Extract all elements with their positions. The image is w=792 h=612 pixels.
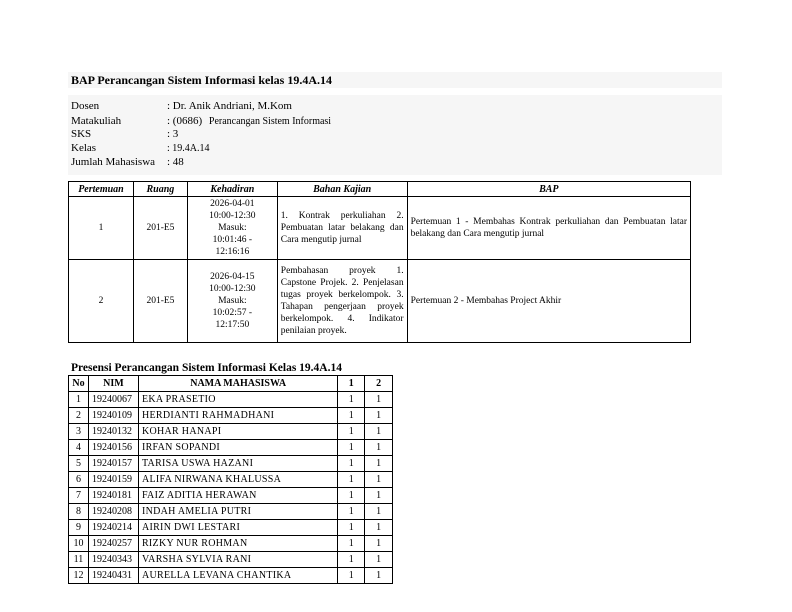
sks-value: : 3: [167, 128, 179, 140]
presensi-row: [69, 440, 393, 456]
bap-header-kehadiran: Kehadiran: [187, 182, 277, 197]
presensi-p1: 1: [338, 408, 365, 424]
presensi-nama: AIRIN DWI LESTARI: [138, 520, 337, 536]
presensi-nim: 19240067: [88, 392, 138, 408]
jumlah-value: : 48: [167, 156, 184, 168]
document-title: BAP Perancangan Sistem Informasi kelas 19.4A.14: [71, 73, 332, 87]
presensi-row: [69, 536, 393, 552]
presensi-nama: AURELLA LEVANA CHANTIKA: [138, 568, 337, 584]
presensi-row: [69, 472, 393, 488]
presensi-p2: 1: [365, 440, 393, 456]
presensi-no: 4: [69, 440, 89, 456]
matakuliah-value: [167, 114, 331, 129]
presensi-p2: 1: [365, 504, 393, 520]
presensi-nim: 19240156: [88, 440, 138, 456]
matakuliah-label: Matakuliah: [71, 115, 122, 127]
presensi-row: [69, 504, 393, 520]
dosen-label: Dosen: [71, 100, 100, 112]
presensi-row: [69, 488, 393, 504]
bap-header-bap: BAP: [407, 182, 690, 197]
presensi-p1: 1: [338, 536, 365, 552]
presensi-p2: 1: [365, 472, 393, 488]
presensi-p1: 1: [338, 520, 365, 536]
presensi-no: 12: [69, 568, 89, 584]
presensi-nim: 19240157: [88, 456, 138, 472]
bap-bahan-kajian: Pembahasan proyek 1. Capstone Projek. 2. Penjelasan tugas proyek berkelompok. 3. Tahapan pengerjaan proyek berkelompok. 4. Indikator penilaian proyek.: [277, 260, 407, 343]
presensi-nama: IRFAN SOPANDI: [138, 440, 337, 456]
bap-bap-text: Pertemuan 1 - Membahas Kontrak perkuliahan dan Pembuatan latar belakang dan Cara mengutip jurnal: [407, 197, 690, 260]
kehadiran-masuk-end: 12:16:16: [215, 247, 250, 257]
presensi-no: 9: [69, 520, 89, 536]
presensi-p1: 1: [338, 552, 365, 568]
bap-ruang: 201-E5: [133, 197, 187, 260]
presensi-header-nama: NAMA MAHASISWA: [138, 376, 337, 392]
presensi-nim: 19240257: [88, 536, 138, 552]
bap-pertemuan: 2: [69, 260, 134, 343]
bap-pertemuan: 1: [69, 197, 134, 260]
sks-label: SKS: [71, 128, 92, 140]
presensi-row: [69, 408, 393, 424]
presensi-nama: KOHAR HANAPI: [138, 424, 337, 440]
presensi-table: [68, 375, 393, 584]
presensi-nim: 19240208: [88, 504, 138, 520]
presensi-no: 1: [69, 392, 89, 408]
presensi-p2: 1: [365, 456, 393, 472]
presensi-p1: 1: [338, 472, 365, 488]
presensi-row: [69, 552, 393, 568]
presensi-row: [69, 456, 393, 472]
presensi-p1: 1: [338, 392, 365, 408]
bap-table: [68, 181, 691, 343]
presensi-nim: 19240159: [88, 472, 138, 488]
presensi-p2: 1: [365, 536, 393, 552]
presensi-p2: 1: [365, 552, 393, 568]
presensi-p2: 1: [365, 408, 393, 424]
presensi-p2: 1: [365, 520, 393, 536]
presensi-no: 11: [69, 552, 89, 568]
presensi-nim: 19240181: [88, 488, 138, 504]
bap-header-bahan-kajian: Bahan Kajian: [277, 182, 407, 197]
presensi-no: 7: [69, 488, 89, 504]
bap-ruang: 201-E5: [133, 260, 187, 343]
kelas-label: Kelas: [71, 142, 97, 154]
presensi-p2: 1: [365, 568, 393, 584]
presensi-header-p1: 1: [338, 376, 365, 392]
bap-header-pertemuan: Pertemuan: [69, 182, 134, 197]
kehadiran-masuk-start: 10:02:57 -: [212, 308, 252, 318]
presensi-no: 8: [69, 504, 89, 520]
bap-header-ruang: Ruang: [133, 182, 187, 197]
presensi-p1: 1: [338, 568, 365, 584]
presensi-row: [69, 424, 393, 440]
presensi-p1: 1: [338, 424, 365, 440]
presensi-nim: 19240109: [88, 408, 138, 424]
presensi-p2: 1: [365, 392, 393, 408]
presensi-title: Presensi Perancangan Sistem Informasi Kelas 19.4A.14: [71, 362, 342, 374]
presensi-nim: 19240132: [88, 424, 138, 440]
presensi-header-no: No: [69, 376, 89, 392]
kehadiran-time: 10:00-12:30: [209, 284, 256, 294]
jumlah-label: Jumlah Mahasiswa: [71, 156, 156, 168]
dosen-value: : Dr. Anik Andriani, M.Kom: [167, 100, 292, 112]
presensi-nama: FAIZ ADITIA HERAWAN: [138, 488, 337, 504]
presensi-no: 2: [69, 408, 89, 424]
matakuliah-code: : (0686): [167, 115, 203, 127]
bap-row: [69, 197, 691, 260]
presensi-no: 10: [69, 536, 89, 552]
kehadiran-masuk-start: 10:01:46 -: [212, 235, 252, 245]
bap-bap-text: Pertemuan 2 - Membahas Project Akhir: [407, 260, 690, 343]
kelas-value: : 19.4A.14: [167, 143, 210, 154]
presensi-nama: RIZKY NUR ROHMAN: [138, 536, 337, 552]
kehadiran-masuk-end: 12:17:50: [215, 320, 250, 330]
bap-header-row: [69, 182, 691, 197]
presensi-header-p2: 2: [365, 376, 393, 392]
presensi-nim: 19240343: [88, 552, 138, 568]
bap-bahan-kajian: 1. Kontrak perkuliahan 2. Pembuatan latar belakang dan Cara mengutip jurnal: [277, 197, 407, 260]
presensi-nama: INDAH AMELIA PUTRI: [138, 504, 337, 520]
presensi-p1: 1: [338, 504, 365, 520]
presensi-nama: VARSHA SYLVIA RANI: [138, 552, 337, 568]
presensi-header-nim: NIM: [88, 376, 138, 392]
presensi-no: 3: [69, 424, 89, 440]
kehadiran-masuk-label: Masuk:: [218, 296, 247, 306]
presensi-p2: 1: [365, 424, 393, 440]
presensi-nama: HERDIANTI RAHMADHANI: [138, 408, 337, 424]
matakuliah-name: Perancangan Sistem Informasi: [208, 116, 332, 127]
bap-kehadiran: [187, 197, 277, 260]
kehadiran-time: 10:00-12:30: [209, 211, 256, 221]
presensi-p1: 1: [338, 456, 365, 472]
presensi-row: [69, 568, 393, 584]
presensi-header-row: [69, 376, 393, 392]
bap-row: [69, 260, 691, 343]
presensi-nama: TARISA USWA HAZANI: [138, 456, 337, 472]
presensi-p1: 1: [338, 488, 365, 504]
kehadiran-masuk-label: Masuk:: [218, 223, 247, 233]
presensi-no: 5: [69, 456, 89, 472]
presensi-nim: 19240431: [88, 568, 138, 584]
presensi-nama: EKA PRASETIO: [138, 392, 337, 408]
presensi-row: [69, 392, 393, 408]
presensi-nim: 19240214: [88, 520, 138, 536]
presensi-nama: ALIFA NIRWANA KHALUSSA: [138, 472, 337, 488]
presensi-p1: 1: [338, 440, 365, 456]
presensi-p2: 1: [365, 488, 393, 504]
kehadiran-date: 2026-04-01: [210, 199, 255, 209]
presensi-row: [69, 520, 393, 536]
bap-kehadiran: [187, 260, 277, 343]
presensi-no: 6: [69, 472, 89, 488]
kehadiran-date: 2026-04-15: [210, 272, 255, 282]
